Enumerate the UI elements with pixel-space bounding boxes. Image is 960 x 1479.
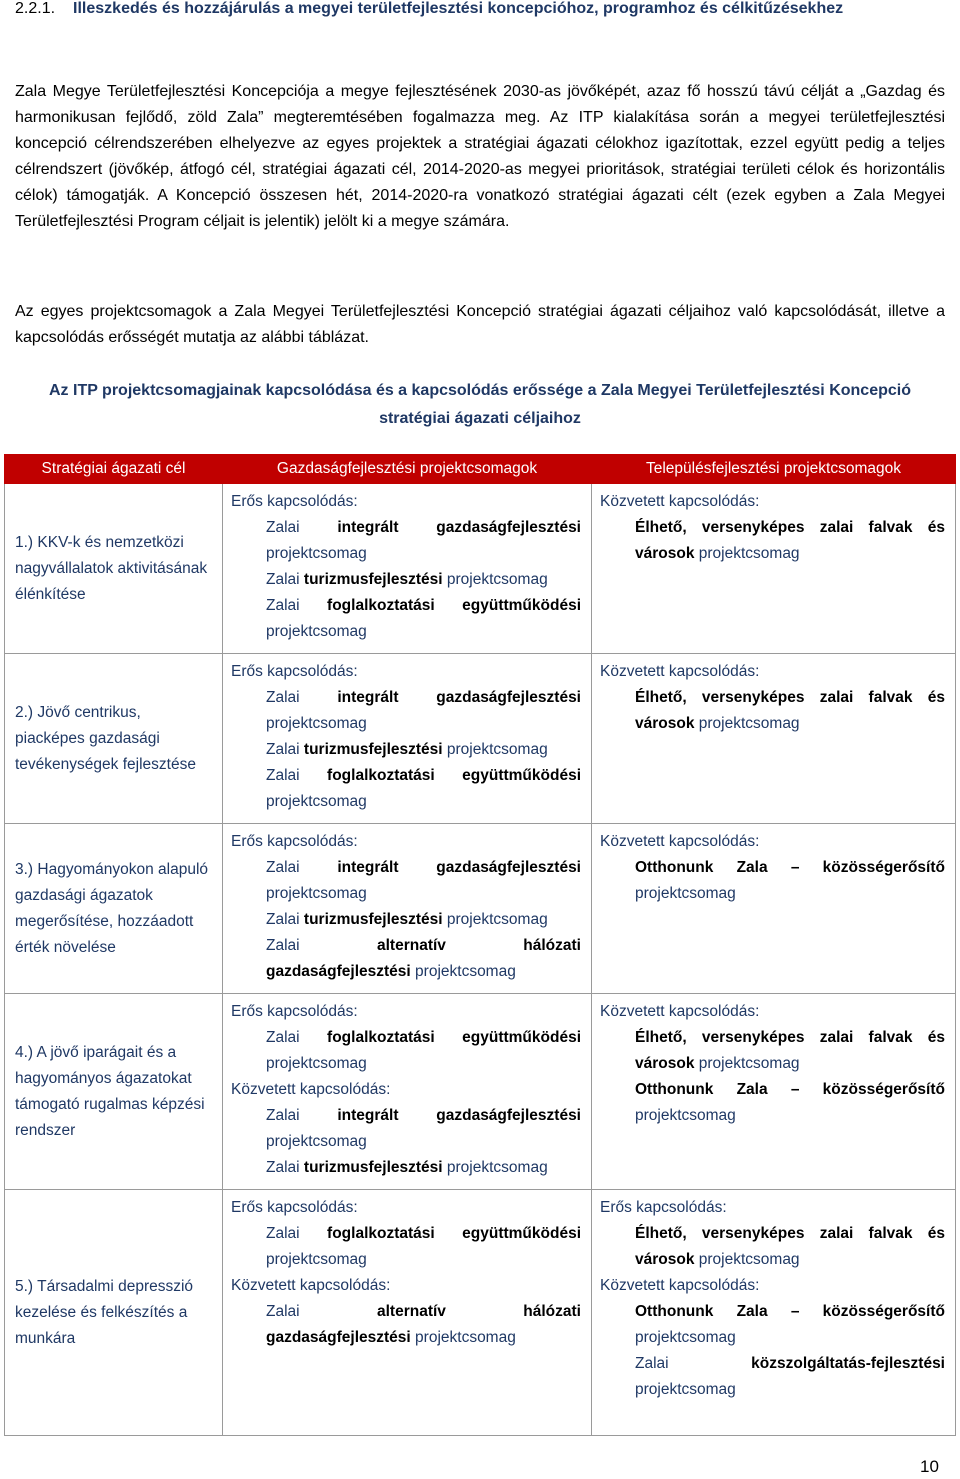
package-suffix: projektcsomag bbox=[694, 715, 800, 732]
package-suffix: projektcsomag bbox=[266, 1251, 367, 1268]
project-package-item bbox=[266, 515, 581, 567]
project-package-item bbox=[635, 1351, 945, 1403]
package-prefix: Zalai bbox=[266, 689, 338, 706]
package-suffix: projektcsomag bbox=[266, 1055, 367, 1072]
header-strategic-goal: Stratégiai ágazati cél bbox=[5, 455, 223, 484]
package-name: Élhető, versenyképes zalai falvak és városok bbox=[635, 1029, 945, 1072]
package-suffix: projektcsomag bbox=[635, 885, 736, 902]
package-name: Otthonunk Zala – közösségerősítő bbox=[635, 1081, 945, 1098]
package-name: integrált gazdaságfejlesztési bbox=[337, 1107, 581, 1124]
connection-strength-label: Közvetett kapcsolódás: bbox=[231, 1277, 391, 1294]
settlement-packages-cell bbox=[592, 654, 956, 824]
table-header-row bbox=[5, 455, 956, 484]
project-package-item bbox=[266, 1299, 581, 1351]
package-suffix: projektcsomag bbox=[694, 1055, 800, 1072]
project-package-item bbox=[266, 855, 581, 907]
package-name: integrált gazdaságfejlesztési bbox=[337, 859, 581, 876]
header-economic-packages: Gazdaságfejlesztési projektcsomagok bbox=[223, 455, 592, 484]
package-suffix: projektcsomag bbox=[410, 1329, 516, 1346]
table-intro-paragraph: Az egyes projektcsomagok a Zala Megyei Területfejlesztési Koncepció stratégiai ágazati céljaihoz való kapcsolódását, illetve a kapcsolódás erősségét mutatja az alábbi táblázat. bbox=[15, 303, 945, 346]
project-package-item bbox=[266, 567, 581, 593]
project-package-item bbox=[266, 593, 581, 645]
package-prefix: Zalai bbox=[266, 767, 328, 784]
project-package-item bbox=[635, 1025, 945, 1077]
settlement-packages-cell bbox=[592, 824, 956, 994]
package-suffix: projektcsomag bbox=[266, 793, 367, 810]
project-package-item bbox=[266, 685, 581, 737]
package-prefix: Zalai bbox=[266, 571, 304, 588]
project-package-item bbox=[266, 737, 581, 763]
package-name: turizmusfejlesztési bbox=[303, 1159, 443, 1176]
package-prefix: Zalai bbox=[635, 1355, 752, 1372]
table-row bbox=[5, 1190, 956, 1436]
project-package-item bbox=[266, 933, 581, 985]
project-package-item bbox=[266, 763, 581, 815]
package-suffix: projektcsomag bbox=[442, 911, 548, 928]
page-number: 10 bbox=[920, 1457, 939, 1476]
package-suffix: projektcsomag bbox=[266, 715, 367, 732]
table-row bbox=[5, 654, 956, 824]
package-name: Élhető, versenyképes zalai falvak és városok bbox=[635, 1225, 945, 1268]
connection-strength-label: Közvetett kapcsolódás: bbox=[231, 1081, 391, 1098]
package-prefix: Zalai bbox=[266, 859, 338, 876]
economic-packages-cell bbox=[223, 824, 592, 994]
package-prefix: Zalai bbox=[266, 1159, 304, 1176]
table-caption: Az ITP projektcsomagjainak kapcsolódása és a kapcsolódás erőssége a Zala Megyei Területfejlesztési Koncepció stratégiai ágazati céljaihoz bbox=[49, 382, 911, 427]
economic-packages-cell bbox=[223, 484, 592, 654]
package-prefix: Zalai bbox=[266, 1029, 328, 1046]
strategic-goal-cell: 3.) Hagyományokon alapuló gazdasági ágazatok megerősítése, hozzáadott érték növelése bbox=[5, 824, 223, 994]
connection-strength-label: Erős kapcsolódás: bbox=[231, 663, 358, 680]
table-row bbox=[5, 994, 956, 1190]
connection-strength-label: Erős kapcsolódás: bbox=[231, 833, 358, 850]
package-name: Élhető, versenyképes zalai falvak és városok bbox=[635, 519, 945, 562]
table-row bbox=[5, 484, 956, 654]
connection-strength-label: Közvetett kapcsolódás: bbox=[600, 493, 760, 510]
package-name: foglalkoztatási együttműködési bbox=[327, 1225, 581, 1242]
section-number: 2.2.1. bbox=[15, 0, 56, 17]
package-name: Otthonunk Zala – közösségerősítő bbox=[635, 859, 945, 876]
package-name: turizmusfejlesztési bbox=[303, 741, 443, 758]
package-suffix: projektcsomag bbox=[442, 741, 548, 758]
project-package-item bbox=[266, 1103, 581, 1155]
package-name: foglalkoztatási együttműködési bbox=[327, 767, 581, 784]
project-package-item bbox=[266, 1155, 581, 1181]
package-name: közszolgáltatás-fejlesztési bbox=[751, 1355, 945, 1372]
package-name: integrált gazdaságfejlesztési bbox=[337, 689, 581, 706]
package-suffix: projektcsomag bbox=[442, 571, 548, 588]
project-package-item bbox=[635, 855, 945, 907]
package-suffix: projektcsomag bbox=[266, 623, 367, 640]
settlement-packages-cell bbox=[592, 994, 956, 1190]
economic-packages-cell bbox=[223, 654, 592, 824]
project-package-item bbox=[635, 515, 945, 567]
project-package-item bbox=[266, 1221, 581, 1273]
project-package-item bbox=[266, 907, 581, 933]
package-suffix: projektcsomag bbox=[694, 1251, 800, 1268]
economic-packages-cell bbox=[223, 994, 592, 1190]
project-package-item bbox=[635, 1221, 945, 1273]
connection-strength-label: Erős kapcsolódás: bbox=[231, 1199, 358, 1216]
project-package-item bbox=[266, 1025, 581, 1077]
package-name: alternatív hálózati gazdaságfejlesztési bbox=[266, 1303, 581, 1346]
header-settlement-packages: Településfejlesztési projektcsomagok bbox=[592, 455, 956, 484]
connection-strength-label: Erős kapcsolódás: bbox=[231, 1003, 358, 1020]
package-name: alternatív hálózati gazdaságfejlesztési bbox=[266, 937, 581, 980]
package-prefix: Zalai bbox=[266, 519, 338, 536]
connection-strength-label: Közvetett kapcsolódás: bbox=[600, 1277, 760, 1294]
package-name: turizmusfejlesztési bbox=[303, 911, 443, 928]
section-heading bbox=[15, 0, 945, 22]
connection-table bbox=[4, 454, 956, 1436]
connection-strength-label: Közvetett kapcsolódás: bbox=[600, 663, 760, 680]
package-suffix: projektcsomag bbox=[266, 885, 367, 902]
package-suffix: projektcsomag bbox=[266, 1133, 367, 1150]
package-name: integrált gazdaságfejlesztési bbox=[337, 519, 581, 536]
project-package-item bbox=[635, 1077, 945, 1129]
package-name: Otthonunk Zala – közösségerősítő bbox=[635, 1303, 945, 1320]
package-name: Élhető, versenyképes zalai falvak és városok bbox=[635, 689, 945, 732]
package-prefix: Zalai bbox=[266, 1303, 377, 1320]
intro-paragraph: Zala Megye Területfejlesztési Koncepciója a megye fejlesztésének 2030-as jövőképét, azaz fő hosszú távú célját a „Gazdag és harmonikusan fejlődő, zöld Zala” megteremtésében fogalmazza meg. Az ITP kialakítása során a megyei területfejlesztési koncepció célrendszerében elhelyezve az egyes projektek a stratégiai ágazati célokhoz igazítottak, ezzel együtt pedig a teljes célrendszert (jövőkép, átfogó cél, stratégiai ágazati cél, 2014-2020-as megyei prioritások, stratégiai területi célok és horizontális célok) támogatják. A Koncepció összesen hét, 2014-2020-ra vonatkozó stratégiai ágazati célt (ezek egyben a Zala Megyei Területfejlesztési Program céljait is jelentik) jelölt ki a megye számára. bbox=[15, 83, 945, 230]
package-suffix: projektcsomag bbox=[635, 1107, 736, 1124]
connection-strength-label: Közvetett kapcsolódás: bbox=[600, 1003, 760, 1020]
package-prefix: Zalai bbox=[266, 1225, 328, 1242]
package-name: foglalkoztatási együttműködési bbox=[327, 597, 581, 614]
strategic-goal-cell: 2.) Jövő centrikus, piacképes gazdasági tevékenységek fejlesztése bbox=[5, 654, 223, 824]
connection-strength-label: Erős kapcsolódás: bbox=[600, 1199, 727, 1216]
package-suffix: projektcsomag bbox=[694, 545, 800, 562]
package-prefix: Zalai bbox=[266, 1107, 338, 1124]
package-suffix: projektcsomag bbox=[410, 963, 516, 980]
connection-strength-label: Közvetett kapcsolódás: bbox=[600, 833, 760, 850]
package-name: turizmusfejlesztési bbox=[303, 571, 443, 588]
package-suffix: projektcsomag bbox=[635, 1329, 736, 1346]
package-name: foglalkoztatási együttműködési bbox=[327, 1029, 581, 1046]
economic-packages-cell bbox=[223, 1190, 592, 1436]
table-row bbox=[5, 824, 956, 994]
section-title: Illeszkedés és hozzájárulás a megyei területfejlesztési koncepcióhoz, programhoz és célkitűzésekhez bbox=[73, 0, 844, 17]
settlement-packages-cell bbox=[592, 1190, 956, 1436]
settlement-packages-cell bbox=[592, 484, 956, 654]
strategic-goal-cell: 5.) Társadalmi depresszió kezelése és felkészítés a munkára bbox=[5, 1190, 223, 1436]
package-prefix: Zalai bbox=[266, 937, 377, 954]
package-prefix: Zalai bbox=[266, 597, 328, 614]
strategic-goal-cell: 4.) A jövő iparágait és a hagyományos ágazatokat támogató rugalmas képzési rendszer bbox=[5, 994, 223, 1190]
strategic-goal-cell: 1.) KKV-k és nemzetközi nagyvállalatok aktivitásának élénkítése bbox=[5, 484, 223, 654]
connection-strength-label: Erős kapcsolódás: bbox=[231, 493, 358, 510]
package-prefix: Zalai bbox=[266, 911, 304, 928]
package-suffix: projektcsomag bbox=[266, 545, 367, 562]
package-suffix: projektcsomag bbox=[635, 1381, 736, 1398]
project-package-item bbox=[635, 685, 945, 737]
project-package-item bbox=[635, 1299, 945, 1351]
package-prefix: Zalai bbox=[266, 741, 304, 758]
package-suffix: projektcsomag bbox=[442, 1159, 548, 1176]
